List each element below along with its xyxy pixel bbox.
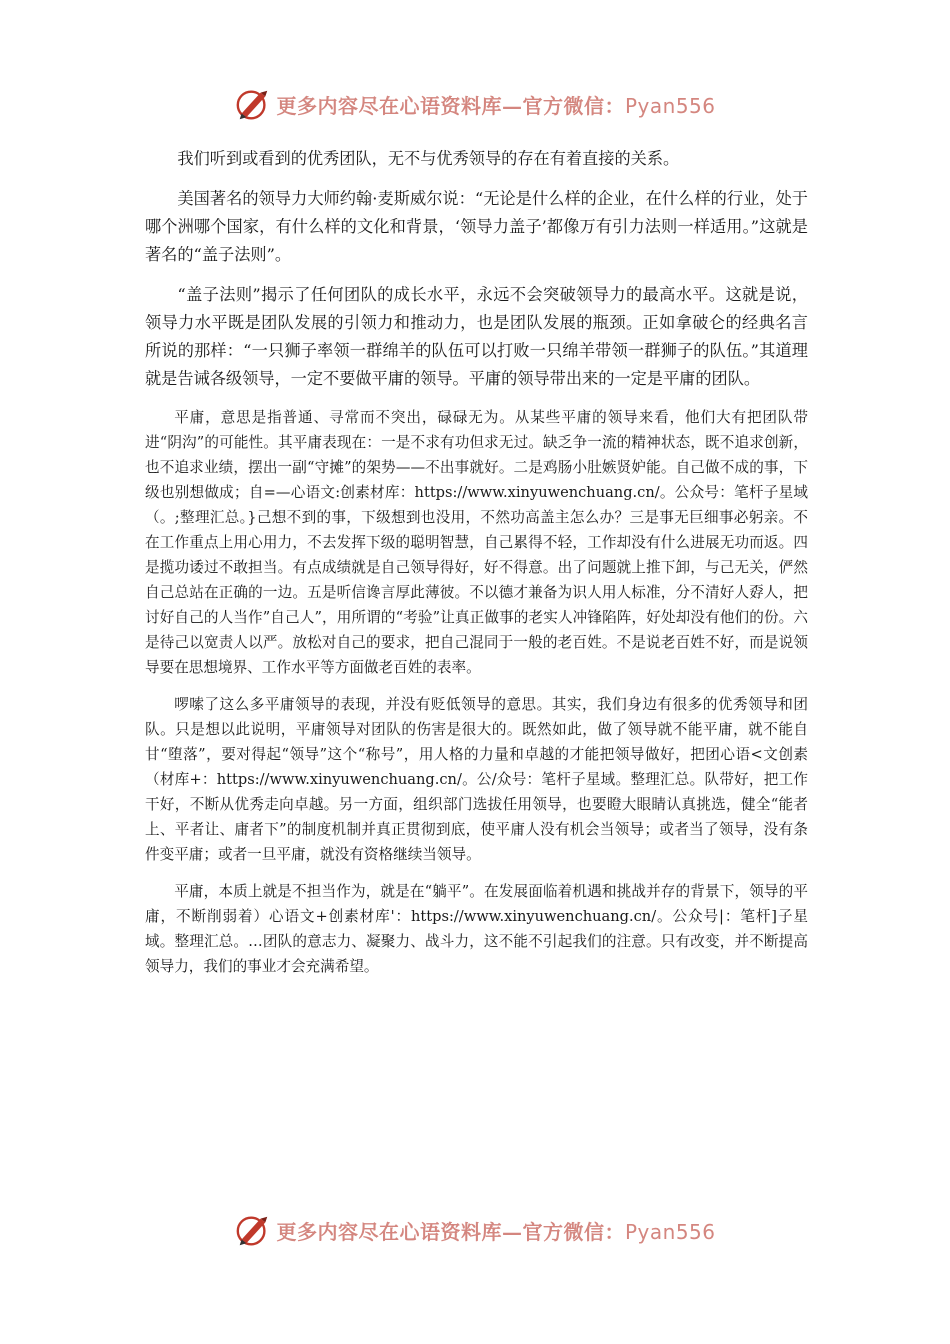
- paragraph-5: 啰嗦了这么多平庸领导的表现，并没有贬低领导的意思。其实，我们身边有很多的优秀领导和团队。只是想以此说明，平庸领导对团队的伤害是很大的。既然如此，做了领导就不能平庸，就不能自甘“堕落”，要对得起“领导”这个“称号”，用人格的力量和卓越的才能把领导做好，把团心语<文创素（材库+：https://www.xinyuwenchuang.cn/。公/众号：笔杆子星域。整理汇总。队带好，把工作干好，不断从优秀走向卓越。另一方面，组织部门选拔任用领导，也要瞪大眼睛认真挑选，健全“能者上、平者让、庸者下”的制度机制并真正贯彻到底，使平庸人没有机会当领导；或者当了领导，没有条件变平庸；或者一旦平庸，就没有资格继续当领导。: [145, 696, 808, 863]
- paragraph-4: 平庸，意思是指普通、寻常而不突出，碌碌无为。从某些平庸的领导来看，他们大有把团队带进“阴沟”的可能性。其平庸表现在：一是不求有功但求无过。缺乏争一流的精神状态，既不追求创新，也不追求业绩，摆出一副“守摊”的架势——不出事就好。二是鸡肠小肚嫉贤妒能。自己做不成的事，下级也别想做成；自=—心语文:创素材库：https://www.xinyuwenchuang.cn/。公众号：笔杆子星域（。;整理汇总。}己想不到的事，下级想到也没用，不然功高盖主怎么办？三是事无巨细事必躬亲。不在工作重点上用心用力，不去发挥下级的聪明智慧，自己累得不轻，工作却没有什么进展无功而返。四是揽功诿过不敢担当。有点成绩就是自己领导得好，好不得意。出了问题就上推下卸，与己无关，俨然自己总站在正确的一边。五是听信谗言厚此薄彼。不以德才兼备为识人用人标准，分不清好人孬人，把讨好自己的人当作”自己人”，用所谓的“考验”让真正做事的老实人冲锋陷阵，好处却没有他们的份。六是待己以宽责人以严。放松对自己的要求，把自己混同于一般的老百姓。不是说老百姓不好，而是说领导要在思想境界、工作水平等方面做老百姓的表率。: [145, 409, 808, 676]
- paragraph-1: 我们听到或看到的优秀团队，无不与优秀领导的存在有着直接的关系。: [177, 149, 680, 168]
- header-banner-wechat: Pyan556: [624, 93, 716, 118]
- header-banner-inner: [234, 85, 715, 123]
- pen-circle-logo-icon: [234, 85, 272, 123]
- header-banner-main: 更多内容尽在心语资料库—官方微信：: [276, 93, 625, 118]
- paragraph-6: 平庸，本质上就是不担当作为，就是在“躺平”。在发展面临着机遇和挑战并存的背景下，领导的平庸，不断削弱着）心语文+创素材库'：https://www.xinyuwenchuang.cn/。公众号|：笔杆]子星域。整理汇总。…团队的意志力、凝聚力、战斗力，这不能不引起我们的注意。只有改变，并不断提高领导力，我们的事业才会充满希望。: [145, 883, 808, 975]
- footer-banner-inner: [234, 1211, 715, 1249]
- footer-banner-text: [276, 1216, 715, 1245]
- footer-banner: [0, 1210, 950, 1250]
- header-banner: [0, 84, 950, 124]
- paragraph-3: “盖子法则”揭示了任何团队的成长水平，永远不会突破领导力的最高水平。这就是说，领导力水平既是团队发展的引领力和推动力，也是团队发展的瓶颈。正如拿破仑的经典名言所说的那样：“一只狮子率领一群绵羊的队伍可以打败一只绵羊带领一群狮子的队伍。”其道理就是告诫各级领导，一定不要做平庸的领导。平庸的领导带出来的一定是平庸的团队。: [145, 285, 808, 388]
- paragraph-2: 美国著名的领导力大师约翰·麦斯威尔说：“无论是什么样的企业，在什么样的行业，处于哪个洲哪个国家，有什么样的文化和背景，‘领导力盖子’都像万有引力法则一样适用。”这就是著名的“盖子法则”。: [145, 189, 808, 264]
- document-body: [145, 145, 808, 991]
- footer-banner-wechat: Pyan556: [624, 1219, 716, 1244]
- pen-circle-logo-icon: [234, 1211, 272, 1249]
- header-banner-text: [276, 90, 715, 119]
- footer-banner-main: 更多内容尽在心语资料库—官方微信：: [276, 1219, 625, 1244]
